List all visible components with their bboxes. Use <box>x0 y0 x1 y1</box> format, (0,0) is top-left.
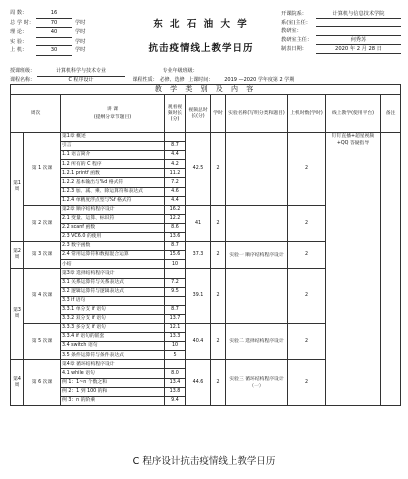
video-total-cell: 41 <box>186 205 211 241</box>
lecture-topic-cell: 小结 <box>61 260 165 269</box>
week-cell: 第4周 <box>11 360 24 405</box>
lab-hours-cell: 2 <box>288 205 326 241</box>
table-row <box>11 133 401 142</box>
dept-row <box>281 45 401 54</box>
header-online-platform: 线上教学(使用平台) <box>326 95 381 133</box>
header-remark: 备注 <box>381 95 401 133</box>
video-minutes-cell: 8.7 <box>165 242 186 251</box>
video-minutes-cell: 12.2 <box>165 214 186 223</box>
video-minutes-cell: 5 <box>165 351 186 360</box>
video-minutes-cell: 8.7 <box>165 142 186 151</box>
hours-cell: 2 <box>211 269 226 324</box>
hours-row <box>10 19 106 29</box>
week-cell: 第3周 <box>11 269 24 360</box>
hours-unit: 学时 <box>75 38 86 45</box>
lecture-topic-cell: 2.3 数字函数 <box>61 242 165 251</box>
dept-value <box>316 19 401 27</box>
video-total-cell: 39.1 <box>186 269 211 324</box>
hours-label: 上 机： <box>10 47 28 54</box>
video-minutes-cell <box>165 360 186 369</box>
dept-value <box>316 27 401 35</box>
dept-label: 系(室)主任： <box>281 20 311 27</box>
lecture-topic-cell: 第4章 循环结构程序设计 <box>61 360 165 369</box>
hours-cell: 2 <box>211 323 226 359</box>
header-experiment: 实验名称(写明分类和题目) <box>226 95 288 133</box>
video-minutes-cell <box>165 133 186 142</box>
hours-row <box>10 9 106 19</box>
video-minutes-cell: 13.4 <box>165 378 186 387</box>
lab-hours-cell: 2 <box>288 360 326 405</box>
hours-label: 总 学 时： <box>10 19 35 26</box>
online-platform-cell: 钉钉直播+超星视频+QQ 答疑指导 <box>326 133 381 406</box>
lab-hours-cell: 2 <box>288 269 326 324</box>
lecture-topic-cell: 引言 <box>61 142 165 151</box>
header-lecture-sub: (提纲分章节题目) <box>93 114 132 120</box>
class-info-row <box>10 68 400 85</box>
lecture-topic-cell: 3.3 if 语句 <box>61 296 165 305</box>
level-label: 专业年级班级： <box>162 68 198 74</box>
video-minutes-cell: 13.7 <box>165 314 186 323</box>
header-lab-hours: 上机时数(学时) <box>288 95 326 133</box>
experiment-cell: 实验二 选择结构程序设计 <box>226 323 288 359</box>
hours-label: 理 论： <box>10 29 28 36</box>
experiment-cell <box>226 133 288 206</box>
hours-value: 40 <box>36 28 72 38</box>
hours-cell: 2 <box>211 133 226 206</box>
lecture-topic-cell: 1.2 所有的 C 程序 <box>61 160 165 169</box>
header-lecture-title: 讲 课 <box>106 106 119 112</box>
experiment-cell <box>226 269 288 324</box>
video-minutes-cell: 13.8 <box>165 387 186 396</box>
lecture-topic-cell: 1.1 语言简介 <box>61 151 165 160</box>
semester-label: 上课时间： <box>188 76 214 83</box>
experiment-cell: 实验一 顺序结构程序设计 <box>226 242 288 269</box>
title-block <box>126 16 276 54</box>
lecture-topic-cell: 1.2.1 printf 函数 <box>61 169 165 178</box>
video-minutes-cell: 7.2 <box>165 178 186 187</box>
lecture-topic-cell: 第1章 概述 <box>61 133 165 142</box>
header-video-total: 视频总时长(分) <box>186 95 211 133</box>
header-week: 周次 <box>11 95 61 133</box>
video-minutes-cell: 4.4 <box>165 151 186 160</box>
video-minutes-cell: 4.4 <box>165 196 186 205</box>
video-minutes-cell: 13.3 <box>165 333 186 342</box>
class-value: 计算机科学与技术专业 <box>37 68 125 77</box>
video-minutes-cell: 8.6 <box>165 223 186 232</box>
lecture-topic-cell: 1.2.2 基本输出与%d 格式符 <box>61 178 165 187</box>
lecture-topic-cell: 1.2.4 单精度浮点型与%f 格式符 <box>61 196 165 205</box>
video-minutes-cell: 10 <box>165 260 186 269</box>
hours-unit: 学时 <box>75 47 86 54</box>
week-cell: 第2周 <box>11 242 24 269</box>
lecture-topic-cell: 2.1 变量、运算、标识符 <box>61 214 165 223</box>
course-label: 课程名称： <box>10 76 36 83</box>
video-minutes-cell: 12.1 <box>165 323 186 332</box>
video-total-cell: 40.4 <box>186 323 211 359</box>
hours-value: 30 <box>36 46 72 56</box>
video-minutes-cell <box>165 269 186 278</box>
hours-value: 16 <box>36 9 72 19</box>
lab-hours-cell: 2 <box>288 242 326 269</box>
lab-hours-cell: 2 <box>288 133 326 206</box>
dept-value: 计算机与信息技术学院 <box>316 10 401 19</box>
video-minutes-cell: 4.6 <box>165 187 186 196</box>
hours-value: 70 <box>36 19 72 29</box>
dept-label: 开课院系： <box>281 11 307 17</box>
image-caption: C 程序设计抗击疫情线上教学日历 <box>132 456 276 467</box>
lecture-topic-cell: 例 3：n 的阶乘 <box>61 396 165 405</box>
lecture-topic-cell: 2.4 常用运算符和数据混合运算 <box>61 251 165 260</box>
section-title: 教 学 类 别 及 内 容 <box>11 85 401 95</box>
calendar-subtitle: 抗击疫情线上教学日历 <box>148 43 254 54</box>
dept-label: 制表日期： <box>281 45 307 52</box>
hours-cell: 2 <box>211 205 226 241</box>
dept-value: 何秀苏 <box>316 36 401 45</box>
experiment-cell: 实验三 循环结构程序设计（一） <box>226 360 288 405</box>
university-title: 东 北 石 油 大 学 <box>153 19 249 30</box>
hours-row <box>10 28 106 38</box>
lecture-topic-cell: 例 1：1~n 个数之和 <box>61 378 165 387</box>
dept-label: 教研室主任： <box>281 36 313 43</box>
video-total-cell: 42.5 <box>186 133 211 206</box>
session-cell: 第 3 次课 <box>24 242 61 269</box>
semester-value: 2019 —2020 学年度第 2 学期 <box>215 77 303 86</box>
course-hours-block <box>10 9 106 56</box>
lecture-topic-cell: 3.3.3 多分支 if 语句 <box>61 323 165 332</box>
hours-unit: 学时 <box>75 29 86 36</box>
lecture-topic-cell: 3.3.4 if 语句的嵌套 <box>61 333 165 342</box>
video-minutes-cell: 15.6 <box>165 251 186 260</box>
session-cell: 第 4 次课 <box>24 269 61 324</box>
week-cell: 第1周 <box>11 133 24 242</box>
class-label: 授课班级： <box>10 68 36 74</box>
lecture-topic-cell: 3.4 switch 语句 <box>61 342 165 351</box>
header-lecture <box>61 95 165 133</box>
lecture-topic-cell: 例 2：1 到 100 的和 <box>61 387 165 396</box>
type-label: 课程性质： <box>132 76 158 83</box>
hours-unit: 学时 <box>75 19 86 26</box>
video-total-cell: 37.3 <box>186 242 211 269</box>
video-total-cell: 44.6 <box>186 360 211 405</box>
video-minutes-cell: 9.4 <box>165 396 186 405</box>
video-minutes-cell: 16.2 <box>165 205 186 214</box>
lecture-topic-cell: 1.2.3 加、减、乘、除运算符和表达式 <box>61 187 165 196</box>
video-minutes-cell: 8.7 <box>165 305 186 314</box>
hours-label: 实 验： <box>10 38 28 45</box>
dept-value: 2020 年 2 月 28 日 <box>316 45 401 54</box>
experiment-cell <box>226 205 288 241</box>
teaching-calendar-table <box>10 84 401 406</box>
video-minutes-cell: 10 <box>165 342 186 351</box>
video-minutes-cell: 13.6 <box>165 233 186 242</box>
dept-label: 教研室： <box>281 28 302 35</box>
dept-row <box>281 19 401 27</box>
type-value: 必修、选修 <box>159 76 185 83</box>
lecture-topic-cell: 4.1 while 语句 <box>61 369 165 378</box>
video-minutes-cell: 7.2 <box>165 278 186 287</box>
session-cell: 第 1 次课 <box>24 133 61 206</box>
dept-row <box>281 10 401 19</box>
hours-cell: 2 <box>211 242 226 269</box>
remark-cell <box>381 133 401 406</box>
hours-row <box>10 46 106 56</box>
lecture-topic-cell: 3.3.1 单分支 if 语句 <box>61 305 165 314</box>
lecture-topic-cell: 3.3.2 双分支 if 语句 <box>61 314 165 323</box>
session-cell: 第 6 次课 <box>24 360 61 405</box>
calendar-page <box>6 4 402 450</box>
hours-row <box>10 38 106 47</box>
dept-row <box>281 36 401 45</box>
course-value: C 程序设计 <box>37 77 125 86</box>
video-minutes-cell: 11.2 <box>165 169 186 178</box>
department-block <box>281 10 401 54</box>
lecture-topic-cell: 2.2 scanf 函数 <box>61 223 165 232</box>
header-hours: 学时 <box>211 95 226 133</box>
hours-value <box>36 38 72 47</box>
lecture-topic-cell: 2.3 VC6.0 的使用 <box>61 233 165 242</box>
video-minutes-cell: 4.2 <box>165 160 186 169</box>
hours-cell: 2 <box>211 360 226 405</box>
header-video: 观看视频时长(分) <box>165 95 186 133</box>
hours-label: 周 数： <box>10 10 28 16</box>
lecture-topic-cell: 第2章 顺序结构程序设计 <box>61 205 165 214</box>
lab-hours-cell: 2 <box>288 323 326 359</box>
dept-row <box>281 27 401 35</box>
lecture-topic-cell: 3.5 条件运算符与条件表达式 <box>61 351 165 360</box>
session-cell: 第 2 次课 <box>24 205 61 241</box>
session-cell: 第 5 次课 <box>24 323 61 359</box>
lecture-topic-cell: 3.1 关系运算符与关系表达式 <box>61 278 165 287</box>
lecture-topic-cell: 第3章 选择结构程序设计 <box>61 269 165 278</box>
video-minutes-cell: 8.0 <box>165 369 186 378</box>
lecture-topic-cell: 3.2 逻辑运算符与逻辑表达式 <box>61 287 165 296</box>
video-minutes-cell <box>165 296 186 305</box>
video-minutes-cell: 9.5 <box>165 287 186 296</box>
